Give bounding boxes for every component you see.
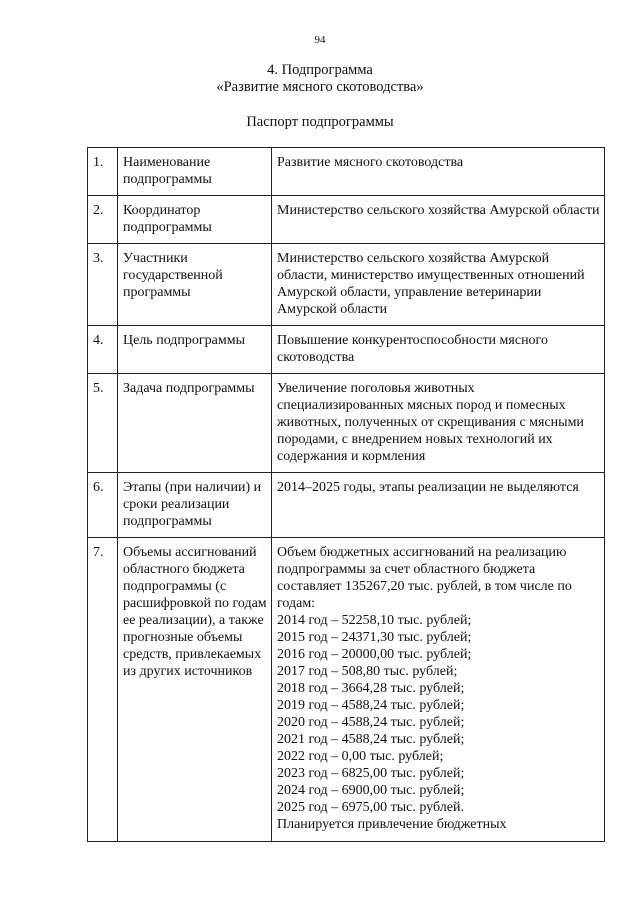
section-heading-line-2: «Развитие мясного скотоводства» <box>216 79 424 95</box>
row-value: 2014–2025 годы, этапы реализации не выделяются <box>272 473 605 538</box>
table-row <box>88 326 605 374</box>
funding-year: 2024 год – 6900,00 тыс. рублей; <box>277 783 465 798</box>
funding-year: 2025 год – 6975,00 тыс. рублей. <box>277 800 464 815</box>
funding-outro: Планируется привлечение бюджетных <box>277 817 507 832</box>
row-value: Повышение конкурентоспособности мясного скотоводства <box>272 326 605 374</box>
row-number: 7. <box>88 538 118 842</box>
row-number: 3. <box>88 244 118 326</box>
table-row <box>88 148 605 196</box>
funding-cell <box>272 538 605 842</box>
row-label: Задача подпрограммы <box>118 374 272 473</box>
table-row <box>88 244 605 326</box>
row-label: Цель подпрограммы <box>118 326 272 374</box>
funding-year: 2022 год – 0,00 тыс. рублей; <box>277 749 444 764</box>
funding-year: 2017 год – 508,80 тыс. рублей; <box>277 664 458 679</box>
funding-year: 2020 год – 4588,24 тыс. рублей; <box>277 715 465 730</box>
row-number: 6. <box>88 473 118 538</box>
row-number: 5. <box>88 374 118 473</box>
funding-year: 2016 год – 20000,00 тыс. рублей; <box>277 647 472 662</box>
row-value: Увеличение поголовья животных специализированных мясных пород и помесных животных, полученных от скрещивания с мясными породами, с внедрением новых технологий их содержания и кормления <box>272 374 605 473</box>
table-row <box>88 538 605 842</box>
funding-year: 2018 год – 3664,28 тыс. рублей; <box>277 681 465 696</box>
row-number: 2. <box>88 196 118 244</box>
funding-year: 2014 год – 52258,10 тыс. рублей; <box>277 613 472 628</box>
table-row <box>88 374 605 473</box>
row-value: Развитие мясного скотоводства <box>272 148 605 196</box>
funding-year: 2015 год – 24371,30 тыс. рублей; <box>277 630 472 645</box>
table-row <box>88 196 605 244</box>
row-number: 1. <box>88 148 118 196</box>
page-number: 94 <box>314 34 326 46</box>
passport-table <box>87 147 605 842</box>
row-number: 4. <box>88 326 118 374</box>
table-row <box>88 473 605 538</box>
passport-title: Паспорт подпрограммы <box>246 114 394 130</box>
funding-year: 2021 год – 4588,24 тыс. рублей; <box>277 732 465 747</box>
row-label: Объемы ассигнований областного бюджета подпрограммы (с расшифровкой по годам ее реализации), а также прогнозные объемы средств, привлекаемых из других источников <box>118 538 272 842</box>
row-label: Наименование подпрограммы <box>118 148 272 196</box>
section-heading <box>0 62 640 96</box>
row-label: Этапы (при наличии) и сроки реализации подпрограммы <box>118 473 272 538</box>
funding-year: 2023 год – 6825,00 тыс. рублей; <box>277 766 465 781</box>
section-heading-line-1: 4. Подпрограмма <box>267 62 373 78</box>
funding-year: 2019 год – 4588,24 тыс. рублей; <box>277 698 465 713</box>
funding-intro: Объем бюджетных ассигнований на реализацию подпрограммы за счет областного бюджета составляет 135267,20 тыс. рублей, в том числе по годам: <box>277 545 572 611</box>
row-label: Участники государственной программы <box>118 244 272 326</box>
row-label: Координатор подпрограммы <box>118 196 272 244</box>
row-value: Министерство сельского хозяйства Амурской области <box>272 196 605 244</box>
row-value: Министерство сельского хозяйства Амурской области, министерство имущественных отношений Амурской области, управление ветеринарии Амурской области <box>272 244 605 326</box>
